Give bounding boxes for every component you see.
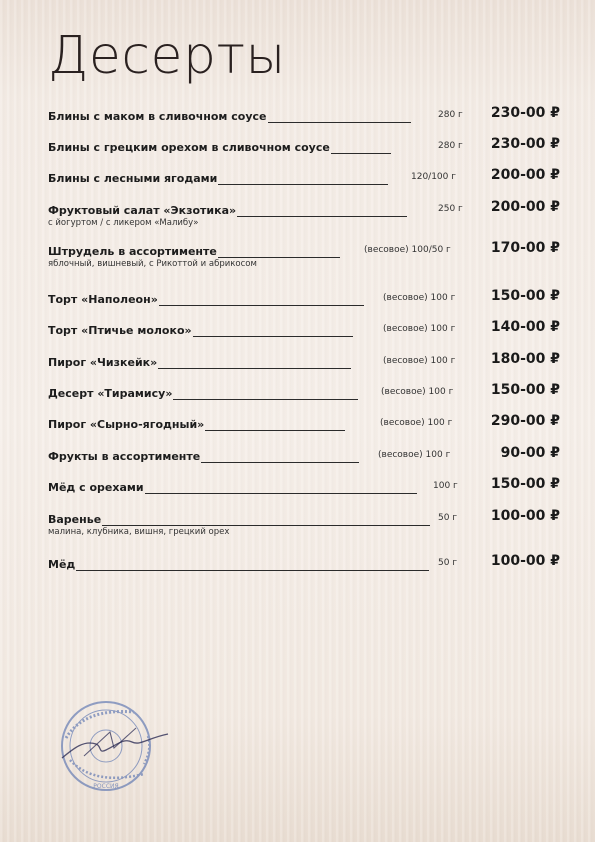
item-name: Пирог «Чизкейк» xyxy=(48,356,158,369)
leader-line xyxy=(201,453,359,463)
item-quantity: (весовое) 100 г xyxy=(378,450,451,460)
item-quantity: 100 г xyxy=(433,481,458,491)
menu-item xyxy=(48,199,568,228)
item-description: яблочный, вишневый, с Рикоттой и абрикосом xyxy=(48,259,257,269)
item-name: Блины с грецким орехом в сливочном соусе xyxy=(48,141,330,154)
item-name: Фрукты в ассортименте xyxy=(48,450,201,463)
menu-item xyxy=(48,476,568,494)
page-title: Десерты xyxy=(48,26,286,86)
item-quantity: 120/100 г xyxy=(411,172,456,182)
item-quantity: 250 г xyxy=(438,204,463,214)
menu-item xyxy=(48,553,568,571)
leader-line xyxy=(268,113,411,123)
menu-item xyxy=(48,167,568,185)
leader-line xyxy=(158,359,351,369)
item-price: 230-00 ₽ xyxy=(490,136,560,152)
item-name: Варенье xyxy=(48,513,102,526)
leader-line xyxy=(145,484,417,494)
menu-item xyxy=(48,319,568,337)
item-quantity: (весовое) 100 г xyxy=(383,293,456,303)
stamp-text: РОССИЯ xyxy=(93,783,119,790)
menu-item xyxy=(48,136,568,154)
item-name: Торт «Птичье молоко» xyxy=(48,324,192,337)
item-price: 200-00 ₽ xyxy=(490,199,560,215)
item-quantity: (весовое) 100 г xyxy=(380,418,453,428)
item-name: Штрудель в ассортименте xyxy=(48,245,217,258)
item-price: 100-00 ₽ xyxy=(490,553,560,569)
leader-line xyxy=(331,144,391,154)
menu-item xyxy=(48,508,568,537)
item-price: 140-00 ₽ xyxy=(490,319,560,335)
item-price: 180-00 ₽ xyxy=(490,351,560,367)
item-price: 150-00 ₽ xyxy=(490,382,560,398)
item-name: Фруктовый салат «Экзотика» xyxy=(48,204,237,217)
leader-line xyxy=(193,327,353,337)
item-description: малина, клубника, вишня, грецкий орех xyxy=(48,527,230,537)
leader-line xyxy=(76,561,429,571)
item-description: с йогуртом / с ликером «Малибу» xyxy=(48,218,199,228)
menu-item xyxy=(48,413,568,431)
item-quantity: (весовое) 100 г xyxy=(381,387,454,397)
leader-line xyxy=(205,421,345,431)
menu-item xyxy=(48,382,568,400)
item-price: 150-00 ₽ xyxy=(490,476,560,492)
item-price: 150-00 ₽ xyxy=(490,288,560,304)
item-name: Десерт «Тирамису» xyxy=(48,387,173,400)
item-quantity: (весовое) 100/50 г xyxy=(364,245,451,255)
item-name: Торт «Наполеон» xyxy=(48,293,158,306)
item-quantity: (весовое) 100 г xyxy=(383,356,456,366)
item-name: Блины с лесными ягодами xyxy=(48,172,218,185)
item-price: 170-00 ₽ xyxy=(490,240,560,256)
leader-line xyxy=(173,390,358,400)
leader-line xyxy=(218,175,388,185)
leader-line xyxy=(237,207,407,217)
item-quantity: (весовое) 100 г xyxy=(383,324,456,334)
leader-line xyxy=(159,296,364,306)
item-quantity: 280 г xyxy=(438,110,463,120)
item-price: 100-00 ₽ xyxy=(490,508,560,524)
official-stamp-icon xyxy=(44,698,184,798)
item-price: 290-00 ₽ xyxy=(490,413,560,429)
item-name: Мёд xyxy=(48,558,76,571)
item-name: Пирог «Сырно-ягодный» xyxy=(48,418,205,431)
leader-line xyxy=(102,516,430,526)
item-price: 90-00 ₽ xyxy=(500,445,560,461)
leader-line xyxy=(218,248,340,258)
item-quantity: 50 г xyxy=(438,513,458,523)
item-quantity: 280 г xyxy=(438,141,463,151)
menu-item xyxy=(48,288,568,306)
menu-item xyxy=(48,240,568,269)
item-name: Мёд с орехами xyxy=(48,481,144,494)
menu-item xyxy=(48,105,568,123)
menu-item xyxy=(48,445,568,463)
menu-item xyxy=(48,351,568,369)
item-price: 200-00 ₽ xyxy=(490,167,560,183)
item-name: Блины с маком в сливочном соусе xyxy=(48,110,267,123)
item-quantity: 50 г xyxy=(438,558,458,568)
item-price: 230-00 ₽ xyxy=(490,105,560,121)
